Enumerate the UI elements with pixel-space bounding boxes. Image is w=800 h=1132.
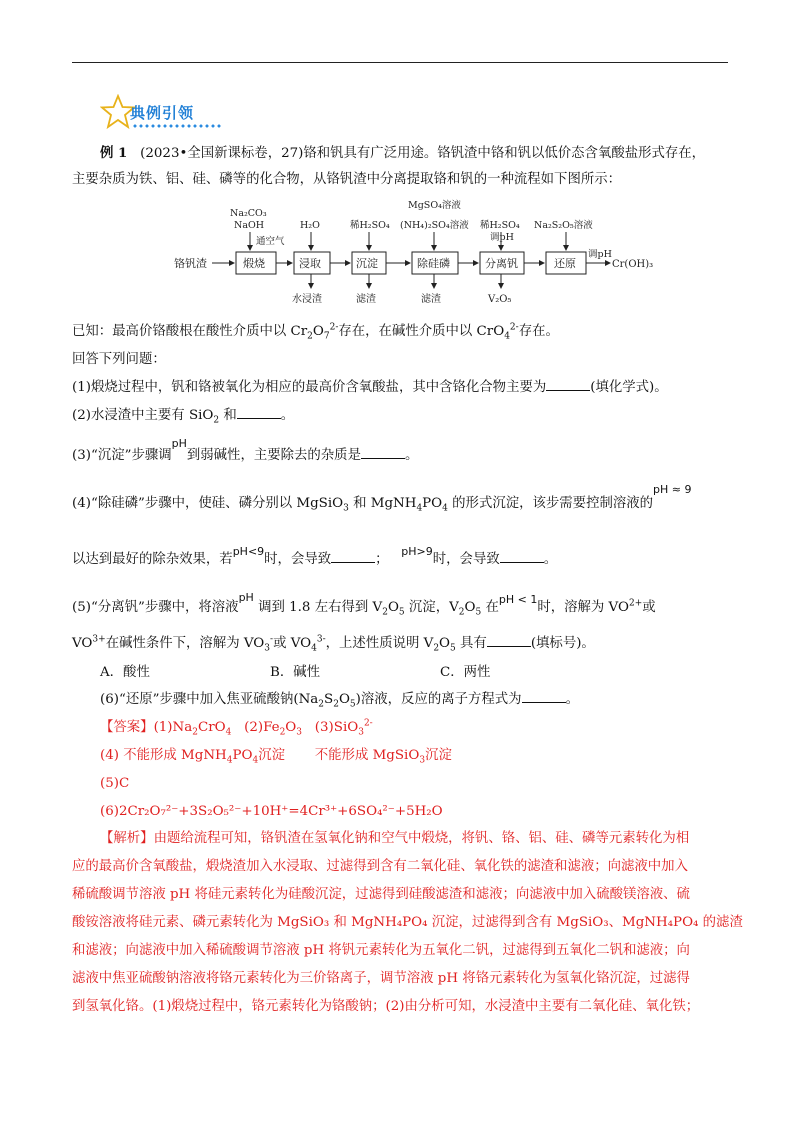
reagent-dilute-h2so4-1: 稀H₂SO₄ [350,220,390,231]
flow-step-4: 除硅磷 [417,257,450,270]
analysis-line-7: 到氢氧化铬。(1)煅烧过程中，铬元素转化为铬酸钠；(2)由分析可知，水浸渣中主要有二氧化硅、氧化铁； [72,999,700,1014]
reagent-na2s2o5: Na₂S₂O₅溶液 [534,220,593,231]
example-label: 例 1 [100,145,128,161]
question-4-line-2: 以达到最好的除杂效果，若$^{pH<9}$时，会导致 ； $^{pH>9}$时，会导致 。 [72,545,558,567]
flow-step-1: 煅烧 [243,257,265,270]
answer-line-1: 【答案】$(1)Na_2CrO_4$ $(2)Fe_2O_3$ (3)SiO$_3^{2-}$ [100,718,373,738]
blank-q1[interactable] [546,378,590,391]
known-line: 已知：最高价铬酸根在酸性介质中以 $Cr_2O_7^{2-}$存在，在碱性介质中以 CrO$_4^{2-}$存在。 [72,322,559,342]
flow-step-2: 浸取 [299,257,321,270]
blank-q3[interactable] [361,446,405,459]
product-v2o5: V₂O₅ [488,294,512,305]
option-a[interactable]: A．酸性 [100,665,150,680]
badge-dots [132,124,222,128]
analysis-line-1: 【解析】由题给流程可知，铬钒渣在氢氧化钠和空气中煅烧，将钒、铬、铝、硅、磷等元素转化为相 [100,831,690,846]
badge-text: 典例引领 [130,104,195,122]
product-water-residue: 水浸渣 [292,294,322,305]
flow-step-5: 分离钒 [485,257,518,270]
blank-q2[interactable] [237,406,281,419]
analysis-line-3: 稀硫酸调节溶液 pH 将硅元素转化为硅酸沉淀，过滤得到硅酸滤渣和滤液；向滤液中加入硫酸镁溶液、硫 [72,887,690,902]
flow-end: Cr(OH)₃ [612,259,654,270]
section-badge [100,94,230,134]
blank-q5[interactable] [487,634,531,647]
answer-line-4: (4) 不能形成 $MgNH_4PO_4$沉淀 不能形成 MgSiO$_3$沉淀 [100,748,452,766]
answer-label: 【答案】 [100,720,154,735]
reagent-mgso4: MgSO₄溶液 [408,200,461,211]
product-filter-residue-2: 滤渣 [421,294,441,305]
reagent-na2co3: Na₂CO₃ [230,208,267,219]
analysis-label: 【解析】 [100,831,154,846]
blank-q4a[interactable] [331,550,375,563]
flow-start: 铬钒渣 [174,257,207,270]
intro-line-1: 例 1 (2023•全国新课标卷，27)铬和钒具有广泛用途。铬钒渣中铬和钒以低价态含氧酸盐形式存在， [100,145,706,161]
question-5-line-2: $VO^{3+}$在碱性条件下，溶解为 $VO_3^-$或 $VO_4^{3-}$，上述性质说明 $V_2O_5$ 具有 (填标号)。 [72,634,595,654]
question-4-line-1: (4)“除硅磷”步骤中，使硅、磷分别以 MgSiO$_3$ 和 $MgNH_4PO_4$ 的形式沉淀，该步需要控制溶液的$^{pH \approx 9}$ [72,483,692,514]
answer-prompt: 回答下列问题： [72,352,166,367]
reagent-adjust-ph-1: 调pH [490,232,514,243]
blank-q4b[interactable] [500,550,544,563]
question-3: (3)“沉淀”步骤调$^{pH}$到弱碱性，主要除去的杂质是 。 [72,437,419,463]
analysis-line-5: 和滤液；向滤液中加入稀硫酸调节溶液 pH 将钒元素转化为五氧化二钒，过滤得到五氧化二钒和滤液；向 [72,943,690,958]
analysis-line-4: 酸铵溶液将硅元素、磷元素转化为 MgSiO₃ 和 MgNH₄PO₄ 沉淀，过滤得到含有 MgSiO₃、MgNH₄PO₄ 的滤渣 [72,915,743,930]
reagent-adjust-ph-2: 调pH [588,249,612,260]
question-2: (2)水浸渣中主要有 SiO$_2$ 和 。 [72,408,295,426]
analysis-line-6: 滤液中焦亚硫酸钠溶液将铬元素转化为三价铬离子，调节溶液 pH 将铬元素转化为氢氧化铬沉淀，过滤得 [72,971,690,986]
answer-line-6: (6)2Cr₂O₇²⁻+3S₂O₅²⁻+10H⁺=4Cr³⁺+6SO₄²⁻+5H₂O [100,804,443,819]
header-rule [72,62,728,63]
flow-step-6: 还原 [554,257,576,270]
reagent-dilute-h2so4-2: 稀H₂SO₄ [480,220,520,231]
reagent-nh4-2so4: (NH₄)₂SO₄溶液 [400,220,469,231]
process-flow-diagram [168,196,668,308]
intro-line-2: 主要杂质为铁、铝、硅、磷等的化合物，从铬钒渣中分离提取铬和钒的一种流程如下图所示： [72,172,622,187]
answer-line-5: (5)C [100,776,130,791]
product-filter-residue-1: 滤渣 [356,294,376,305]
flow-step-3: 沉淀 [356,257,378,270]
reagent-air: 通空气 [256,236,285,247]
analysis-line-2: 应的最高价含氧酸盐，煅烧渣加入水浸取、过滤得到含有二氧化硅、氧化铁的滤渣和滤液；向滤液中加入 [72,859,688,874]
option-b[interactable]: B．碱性 [270,665,321,680]
question-6: (6)“还原”步骤中加入焦亚硫酸钠$(Na_2S_2O_5)$溶液，反应的离子方程式为 。 [100,692,579,710]
question-5-line-1: (5)“分离钒”步骤中，将溶液$^{pH}$ 调到 1.8 左右得到 $V_2O_5$ 沉淀，$V_2O_5$ 在$^{pH < 1}$时，溶解为 $VO^{2+}$或 [72,591,656,618]
options-row [100,663,728,683]
option-c[interactable]: C．两性 [440,665,491,680]
reagent-naoh: NaOH [234,220,265,231]
question-1: (1)煅烧过程中，钒和铬被氧化为相应的最高价含氧酸盐，其中含铬化合物主要为 (填化学式)。 [72,380,668,395]
reagent-water: H₂O [300,220,320,231]
blank-q6[interactable] [522,690,566,703]
